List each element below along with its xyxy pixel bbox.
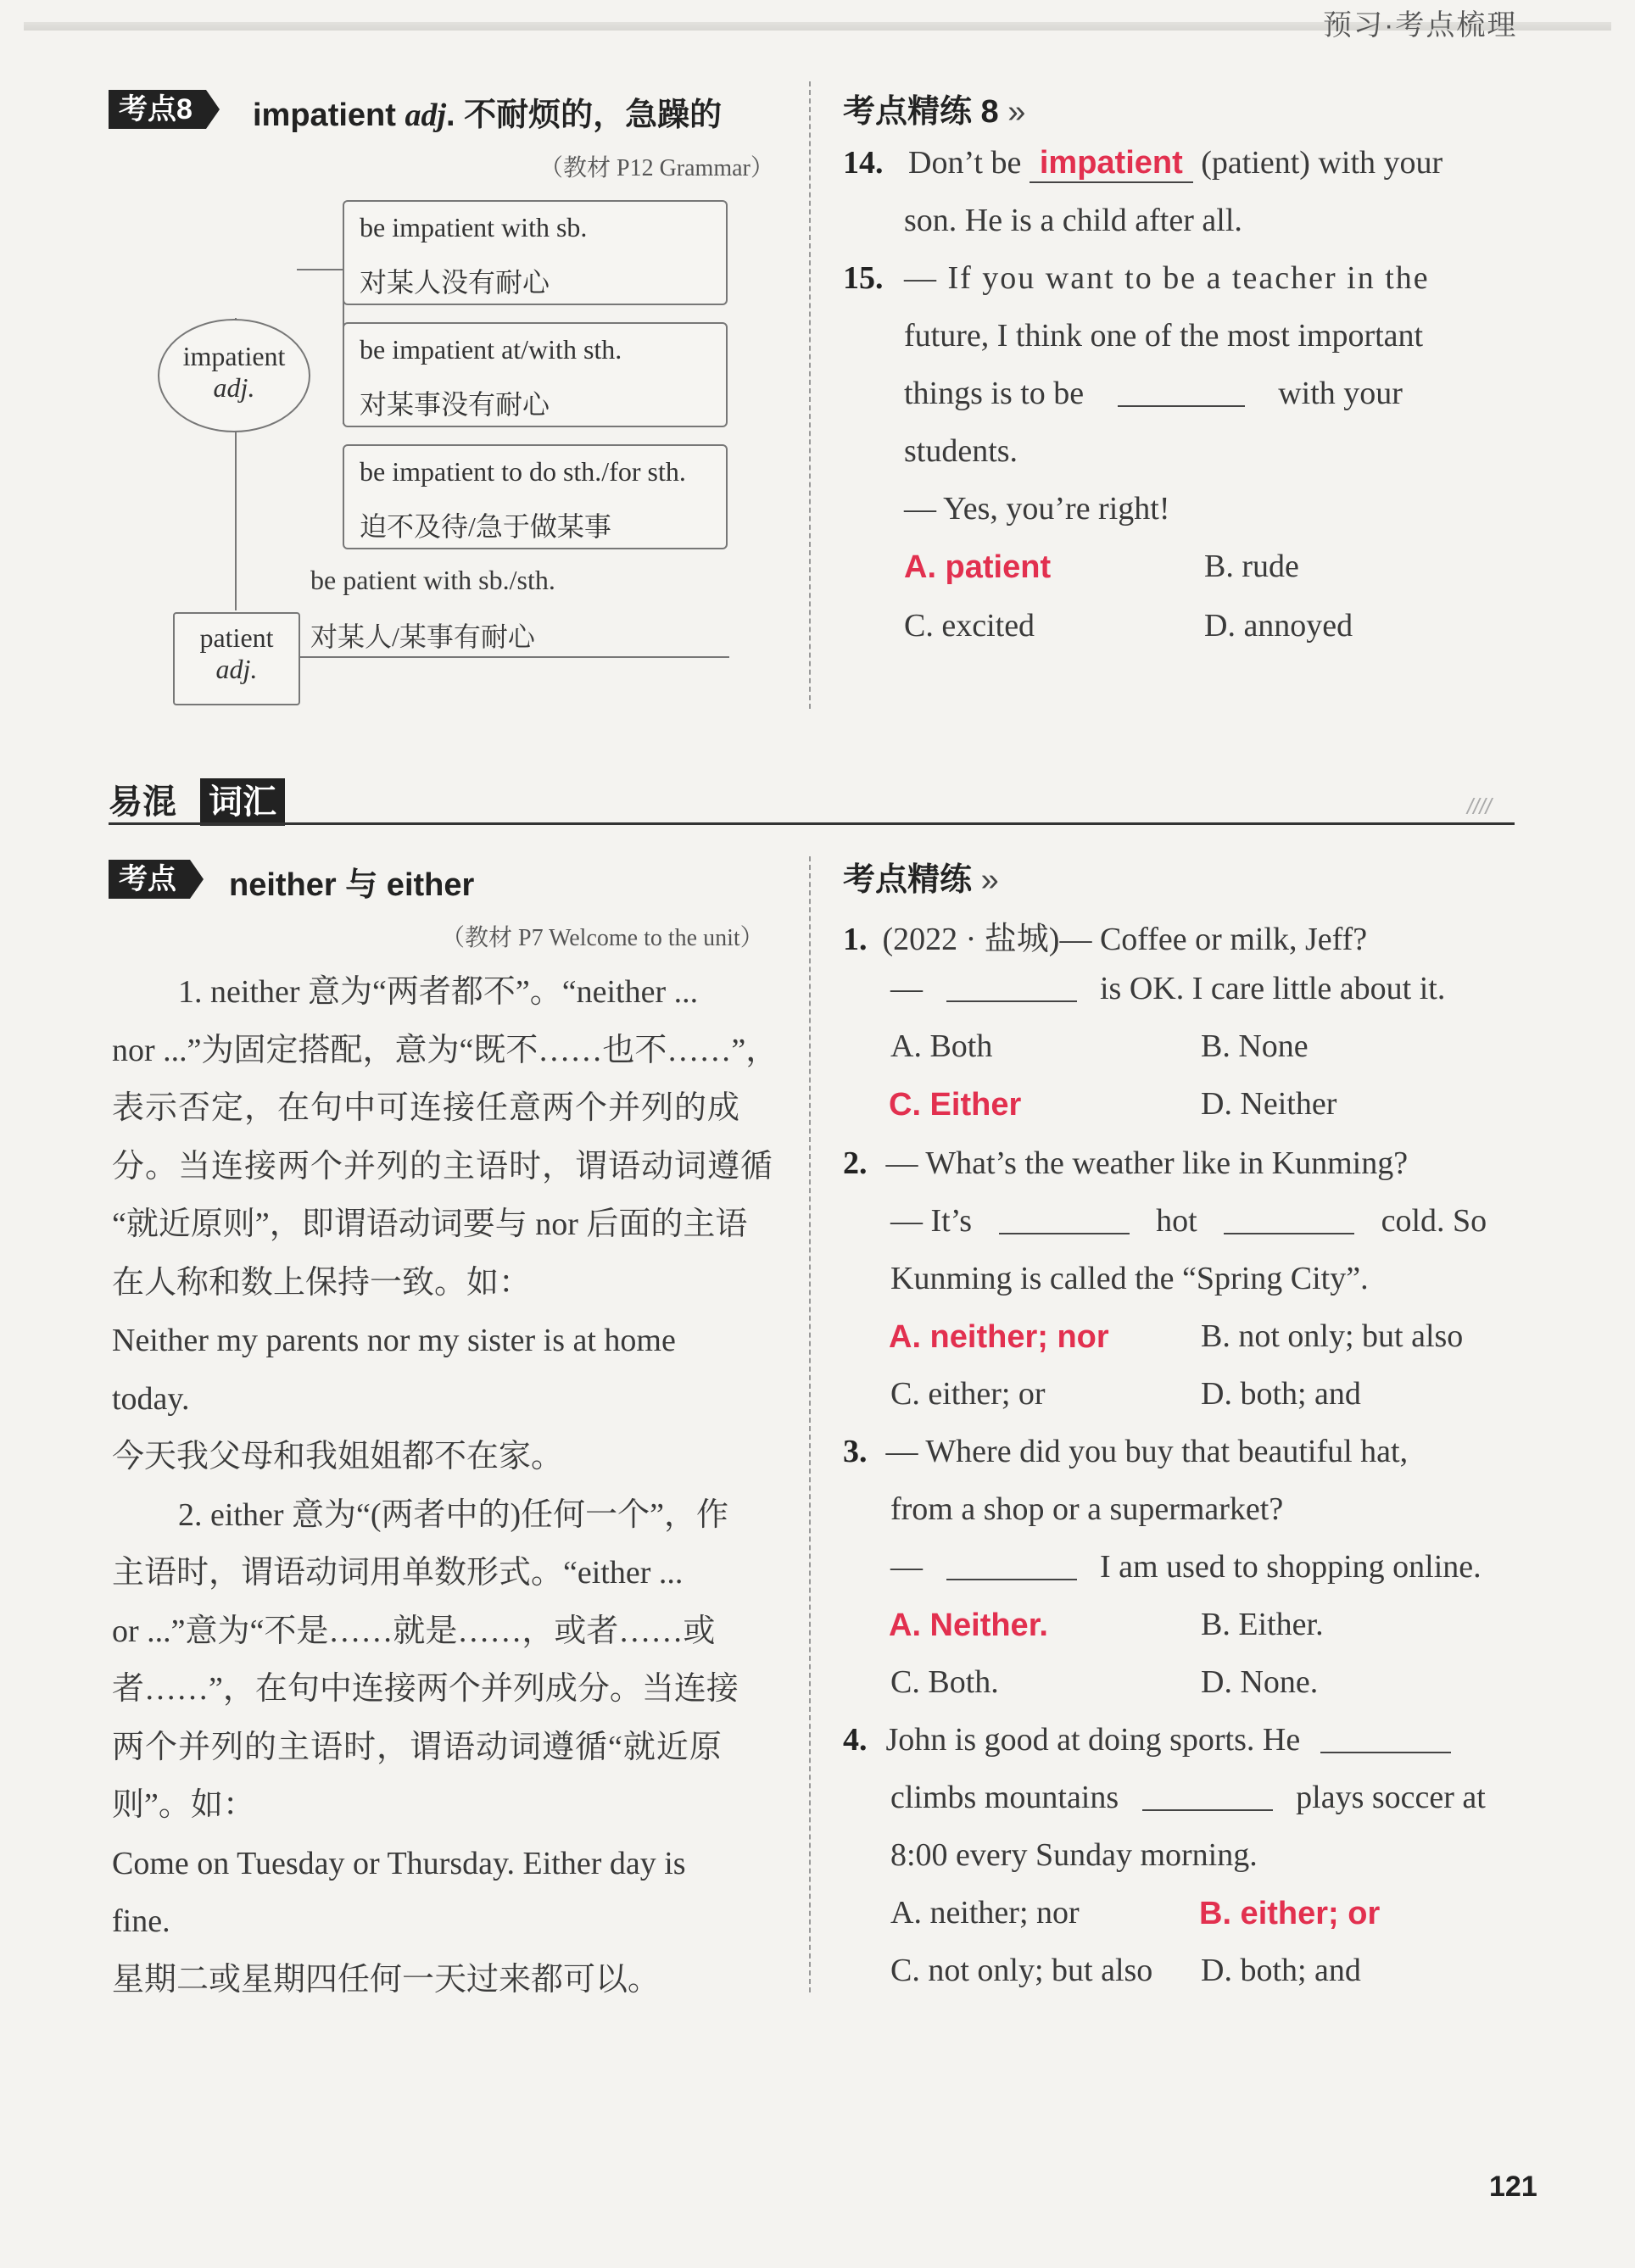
q4-line2	[890, 1779, 1486, 1816]
section-title-a: 易混	[109, 783, 176, 821]
q14-line1	[843, 144, 1442, 183]
kp-title: neither 与 either	[229, 867, 475, 903]
q1-option-d[interactable]: D. Neither	[1201, 1086, 1337, 1122]
branch-en: be impatient to do sth./for sth.	[360, 456, 686, 487]
opposite-en: be patient with sb./sth.	[310, 565, 555, 595]
q4-text: John is good at doing sports. He	[885, 1722, 1301, 1758]
q4-option-a[interactable]: A. neither; nor	[890, 1895, 1080, 1931]
kp8-badge: 考点8	[109, 90, 206, 129]
q14-answer-blank[interactable]	[1030, 144, 1193, 183]
q1-line2	[890, 970, 1445, 1007]
q4-number: 4.	[843, 1722, 868, 1758]
opposite-word-box	[173, 612, 300, 705]
q14-prefix: Don’t be	[908, 145, 1022, 181]
q15-text: with your	[1278, 376, 1403, 411]
q2-line1	[843, 1145, 1408, 1182]
practice8-title: 考点精练 8 »	[843, 94, 1026, 130]
q3-option-c[interactable]: C. Both.	[890, 1664, 999, 1700]
q4-line1	[843, 1721, 1451, 1758]
kp-example-en: today.	[112, 1380, 190, 1417]
q3-number: 3.	[843, 1434, 868, 1469]
q14-line2: son. He is a child after all.	[904, 203, 1242, 238]
branch-box-3	[343, 444, 728, 549]
q15-blank[interactable]	[1118, 376, 1245, 407]
kp-line: 2. either 意为“(两者中的)任何一个”，作	[178, 1496, 729, 1533]
branch-zh: 对某事没有耐心	[360, 389, 550, 420]
kp8-pos: adj	[405, 98, 447, 133]
q1-dash: —	[890, 971, 923, 1006]
q3-text: — Where did you buy that beautiful hat,	[885, 1434, 1409, 1469]
kp-line: 两个并列的主语时，谓语动词遵循“就近原	[112, 1729, 723, 1765]
branch-en: be impatient at/with sth.	[360, 334, 622, 365]
practice-title: 考点精练 »	[843, 862, 999, 898]
opposite-word: patient	[199, 622, 274, 653]
kp-line: 主语时，谓语动词用单数形式。“either ...	[112, 1555, 684, 1591]
q4-blank-1[interactable]	[1320, 1723, 1451, 1753]
kp-example-en: Come on Tuesday or Thursday. Either day is	[112, 1845, 686, 1881]
kp-line: 在人称和数上保持一致。如：	[112, 1264, 532, 1301]
kp-line: “就近原则”，即谓语动词要与 nor 后面的主语	[112, 1206, 748, 1242]
q15-line: students.	[904, 433, 1018, 469]
kp8-source: （教材 P12 Grammar）	[539, 155, 774, 181]
q15-text: things is to be	[904, 376, 1085, 411]
q3-option-b[interactable]: B. Either.	[1201, 1607, 1324, 1642]
q2-text: — What’s the weather like in Kunming?	[885, 1145, 1409, 1181]
q4-text: climbs mountains	[890, 1780, 1119, 1815]
q1-text: is OK. I care little about it.	[1100, 971, 1446, 1006]
q15-option-b[interactable]: B. rude	[1204, 549, 1299, 584]
q2-text: cold. So	[1381, 1203, 1487, 1239]
q2-text: — It’s	[890, 1203, 973, 1239]
q15-number-wrap	[843, 259, 884, 297]
q15-line: future, I think one of the most important	[904, 318, 1424, 354]
branch-en: be impatient with sb.	[360, 212, 588, 242]
q4-option-d[interactable]: D. both; and	[1201, 1953, 1361, 1988]
q15-reply: — Yes, you’re right!	[904, 491, 1170, 527]
q15-option-d[interactable]: D. annoyed	[1204, 608, 1353, 644]
q14-number: 14.	[843, 145, 884, 181]
root-word-bubble	[158, 319, 310, 432]
q2-line3: Kunming is called the “Spring City”.	[890, 1261, 1369, 1296]
q3-line2: from a shop or a supermarket?	[890, 1491, 1284, 1527]
q1-line1	[843, 912, 1367, 959]
q3-line1	[843, 1433, 1408, 1470]
q2-option-a[interactable]: A. neither; nor	[889, 1319, 1109, 1355]
q3-text: I am used to shopping online.	[1100, 1549, 1482, 1585]
kp-line: 表示否定，在句中可连接任意两个并列的成	[112, 1090, 741, 1126]
q1-text: (2022 · 盐城)— Coffee or milk, Jeff?	[882, 922, 1368, 957]
section-title-b: 词汇	[200, 778, 285, 826]
q1-blank[interactable]	[946, 972, 1077, 1002]
q15-number: 15.	[843, 260, 884, 296]
page-number: 121	[1489, 2170, 1537, 2203]
kp-line: or ...”意为“不是……就是……，或者……或	[112, 1613, 716, 1649]
q3-blank[interactable]	[946, 1550, 1077, 1580]
kp-explanation	[112, 963, 784, 2009]
q3-dash: —	[890, 1549, 923, 1585]
q2-option-b[interactable]: B. not only; but also	[1201, 1318, 1464, 1354]
q3-line3	[890, 1548, 1482, 1585]
q1-option-b[interactable]: B. None	[1201, 1028, 1309, 1064]
kp-source: （教材 P7 Welcome to the unit）	[441, 925, 764, 951]
q15-line: — If you want to be a teacher in the	[904, 260, 1430, 296]
column-divider-top	[809, 81, 811, 709]
q1-number: 1.	[843, 922, 868, 957]
q4-blank-2[interactable]	[1142, 1780, 1273, 1811]
q2-blank-1[interactable]	[999, 1204, 1130, 1234]
opposite-zh: 对某人/某事有耐心	[310, 621, 535, 652]
kp-example-en: Neither my parents nor my sister is at home	[112, 1323, 676, 1358]
branch-box-2	[343, 322, 728, 427]
kp-line: 则”。如：	[112, 1787, 255, 1823]
q15-option-a[interactable]: A. patient	[904, 549, 1052, 585]
branch-zh: 对某人没有耐心	[360, 267, 550, 298]
column-divider-bottom	[809, 856, 811, 1992]
kp-example-en: fine.	[112, 1903, 170, 1939]
kp-line: nor ...”为固定搭配，意为“既不……也不……”，	[112, 1032, 778, 1068]
branch-zh: 迫不及待/急于做某事	[360, 511, 611, 542]
opposite-pos: adj.	[215, 654, 258, 684]
q4-line3: 8:00 every Sunday morning.	[890, 1837, 1258, 1873]
kp-badge: 考点	[109, 860, 190, 899]
q2-text: hot	[1156, 1203, 1197, 1239]
practice8-title-text: 考点精练 8	[843, 94, 999, 130]
practice-title-text: 考点精练	[843, 862, 973, 898]
header-text: 预习·考点梳理	[1323, 9, 1518, 42]
kp-example-zh: 今天我父母和我姐姐都不在家。	[112, 1439, 564, 1474]
q1-option-a[interactable]: A. Both	[890, 1028, 993, 1064]
root-word: impatient	[182, 341, 286, 371]
q3-option-a[interactable]: A. Neither.	[889, 1608, 1048, 1643]
kp-line: 1. neither 意为“两者都不”。“neither ...	[178, 974, 699, 1010]
q2-blank-2[interactable]	[1224, 1204, 1354, 1234]
q14-answer: impatient	[1039, 145, 1183, 181]
kp8-meaning: . 不耐烦的，急躁的	[446, 98, 723, 133]
kp8-heading	[253, 88, 722, 135]
q15-option-c[interactable]: C. excited	[904, 608, 1035, 644]
kp-line: 分。当连接两个并列的主语时，谓语动词遵循	[112, 1148, 774, 1184]
q15-line	[904, 375, 1403, 412]
q2-option-c[interactable]: C. either; or	[890, 1376, 1046, 1412]
q2-line2	[890, 1202, 1487, 1240]
q3-option-d[interactable]: D. None.	[1201, 1664, 1319, 1700]
kp8-word: impatient	[253, 98, 396, 133]
q14-suffix: (patient) with your	[1201, 145, 1443, 181]
section-rule	[109, 822, 1515, 825]
q2-number: 2.	[843, 1145, 868, 1181]
branch-box-1	[343, 200, 728, 305]
root-pos: adj.	[213, 372, 255, 403]
kp-example-zh: 星期二或星期四任何一天过来都可以。	[112, 1961, 661, 1998]
q4-option-c[interactable]: C. not only; but also	[890, 1953, 1153, 1988]
q2-option-d[interactable]: D. both; and	[1201, 1376, 1361, 1412]
q1-option-c[interactable]: C. Either	[889, 1087, 1022, 1123]
section-deco: ////	[1467, 794, 1492, 819]
q4-option-b[interactable]: B. either; or	[1199, 1896, 1381, 1931]
kp-line: 者……”，在句中连接两个并列成分。当连接	[112, 1671, 739, 1707]
q4-text: plays soccer at	[1296, 1780, 1486, 1815]
